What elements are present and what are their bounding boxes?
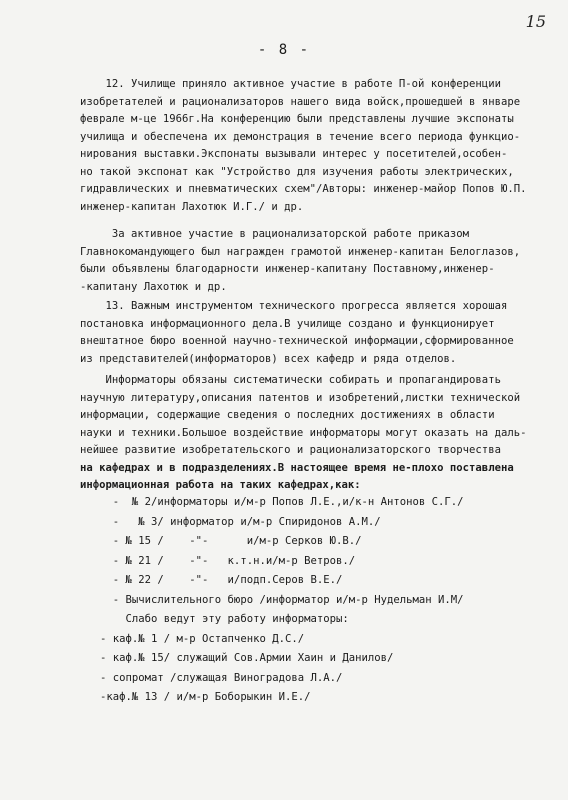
list-item: - № 2/информаторы и/м-р Попов Л.Е.,и/к-н Антонов С.Г./ <box>100 496 464 508</box>
text-line: Главнокомандующего был награжден грамотой инженер-капитан Белоглазов, <box>80 245 521 258</box>
list-item: - Вычислительного бюро /информатор и/м-р Нудельман И.М/ <box>100 593 464 606</box>
text-line: инженер-капитан Лахотюк И.Г./ и др. <box>80 200 304 213</box>
text-line: Информаторы обязаны систематически собирать и пропагандировать <box>80 374 501 386</box>
text-line: были объявлены благодарности инженер-капитану Поставному,инженер- <box>80 263 495 275</box>
list-item: - № 3/ информатор и/м-р Спиридонов А.М./ <box>100 515 381 528</box>
list-item: - каф.№ 1 / м-р Остапченко Д.С./ <box>100 632 305 645</box>
list-item: - № 21 / -"- к.т.н.и/м-р Ветров./ <box>100 554 356 567</box>
list-item: -каф.№ 13 / и/м-р Боборыкин И.Е./ <box>100 691 311 703</box>
list-item: - сопромат /служащая Виноградова Л.А./ <box>100 671 343 684</box>
text-line: гидравлических и пневматических схем"/Авторы: инженер-майор Попов Ю.П. <box>80 183 527 195</box>
text-line: -капитану Лахотюк и др. <box>80 280 227 293</box>
text-line: на кафедрах и в подразделениях.В настоящее время не-плохо поставлена <box>80 461 514 474</box>
text-line: феврале м-це 1966г.На конференцию были представлены лучшие экспонаты <box>80 113 514 125</box>
paragraph-informers <box>80 372 528 495</box>
list-item: - № 22 / -"- и/подп.Серов В.Е./ <box>100 574 343 586</box>
text-line: научную литературу,описания патентов и изобретений,листки технической <box>80 391 521 404</box>
paragraph-13 <box>80 298 528 368</box>
text-line: нирования выставки.Экспонаты вызывали интерес у посетителей,особен- <box>80 148 508 160</box>
text-line: 13. Важным инструментом технического прогресса является хорошая <box>80 300 508 312</box>
text-line: изобретателей и рационализаторов нашего вида войск,прошедшей в январе <box>80 95 521 108</box>
text-line: но такой экспонат как "Устройство для изучения работы электрических, <box>80 165 514 178</box>
text-line: постановка информационного дела.В училище создано и функционирует <box>80 317 495 330</box>
text-line: из представителей(информаторов) всех кафедр и ряда отделов. <box>80 352 457 365</box>
list-item: - № 15 / -"- и/м-р Серков Ю.В./ <box>100 535 362 547</box>
text-line: внештатное бюро военной научно-технической информации,сформированное <box>80 335 514 347</box>
text-line: информационная работа на таких кафедрах,как: <box>80 479 361 491</box>
archive-page-number: 15 <box>525 12 546 31</box>
text-line: 12. Училище приняло активное участие в работе П-ой конференции <box>80 78 501 90</box>
paragraph-award <box>80 226 528 296</box>
text-line: нейшее развитие изобретательского и рационализаторского творчества <box>80 444 501 456</box>
text-line: науки и техники.Большое воздействие информаторы могут оказать на даль- <box>80 426 527 439</box>
text-line: информации, содержащие сведения о последних достижениях в области <box>80 409 495 421</box>
list-item: Слабо ведут эту работу информаторы: <box>100 613 349 625</box>
page-number: - 8 - <box>257 42 311 58</box>
text-line: училища и обеспечена их демонстрация в течение всего периода функцио- <box>80 130 521 143</box>
department-list <box>100 493 538 708</box>
paragraph-12 <box>80 76 528 216</box>
list-item: - каф.№ 15/ служащий Сов.Армии Хаин и Данилов/ <box>100 652 394 664</box>
text-line: За активное участие в рационализаторской работе приказом <box>80 228 470 240</box>
